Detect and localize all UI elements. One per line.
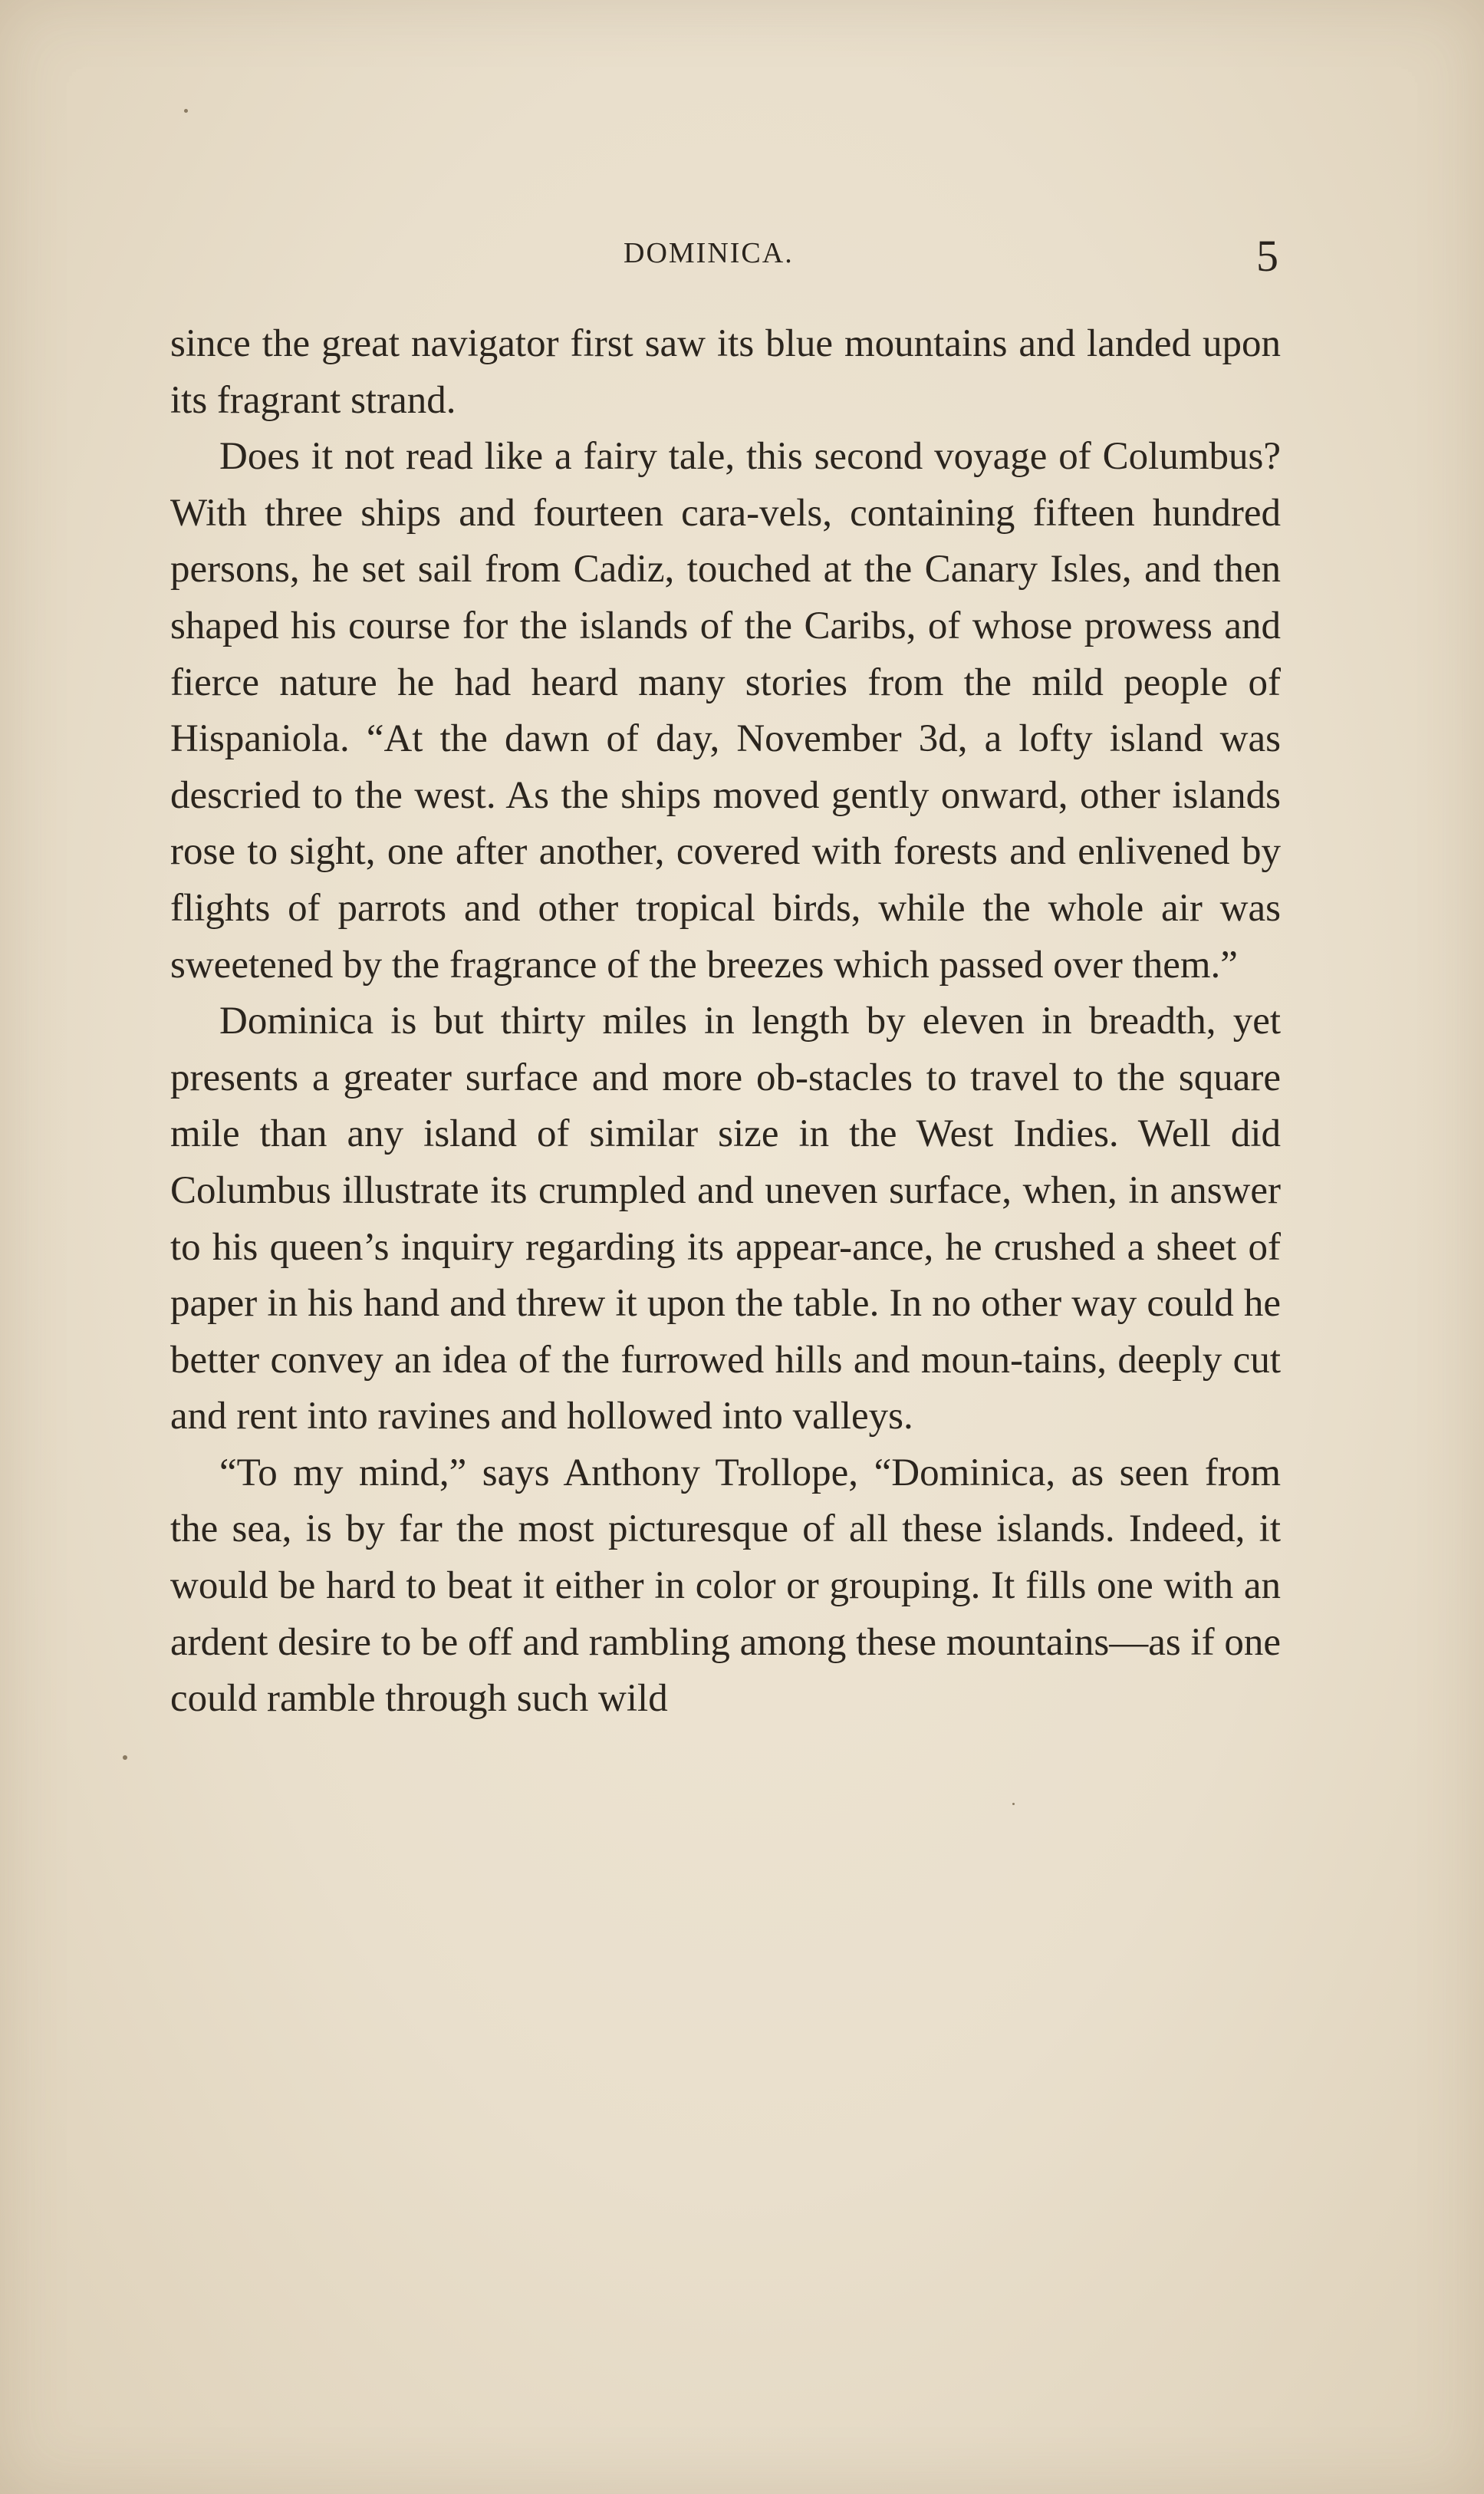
paragraph-dominica-size: Dominica is but thirty miles in length by eleven in breadth, yet presents a greater surface and more ob-stacles to travel to the square mile than any island of similar size in the West Indies. Well did Columbus illustrate its crumpled and uneven surface, when, in answer to his queen’s inquiry regarding its appear-ance, he crushed a sheet of paper in his hand and threw it upon the table. In no other way could he better convey an idea of the furrowed hills and moun-tains, deeply cut and rent into ravines and hollowed into valleys.: [170, 1000, 1281, 1438]
paper-speck: [123, 1755, 127, 1760]
body-text: [170, 316, 1281, 1728]
paper-speck: [1012, 1803, 1015, 1805]
paragraph-trollope-quote: “To my mind,” says Anthony Trollope, “Dominica, as seen from the sea, is by far the most picturesque of all these islands. Indeed, it would be hard to beat it either in color or grouping. It fills one with an ardent desire to be off and rambling among these mountains—as if one could ramble through such wild: [170, 1451, 1281, 1721]
running-title: DOMINICA.: [624, 237, 794, 269]
page-number: 5: [1256, 231, 1278, 281]
paragraph-columbus-voyage: Does it not read like a fairy tale, this second voyage of Columbus? With three ships and fourteen cara-vels, containing fifteen hundred persons, he set sail from Cadiz, touched at the Canary Isles, and then shaped his course for the islands of the Caribs, of whose prowess and fierce nature he had heard many stories from the mild people of Hispaniola. “At the dawn of day, November 3d, a lofty island was descried to the west. As the ships moved gently onward, other islands rose to sight, one after another, covered with forests and enlivened by flights of parrots and other tropical birds, while the whole air was sweetened by the fragrance of the breezes which passed over them.”: [170, 435, 1281, 987]
paper-speck: [184, 109, 188, 113]
paragraph-continuation: since the great navigator first saw its blue mountains and landed upon its fragrant strand.: [170, 322, 1281, 422]
running-head: [0, 230, 1484, 284]
